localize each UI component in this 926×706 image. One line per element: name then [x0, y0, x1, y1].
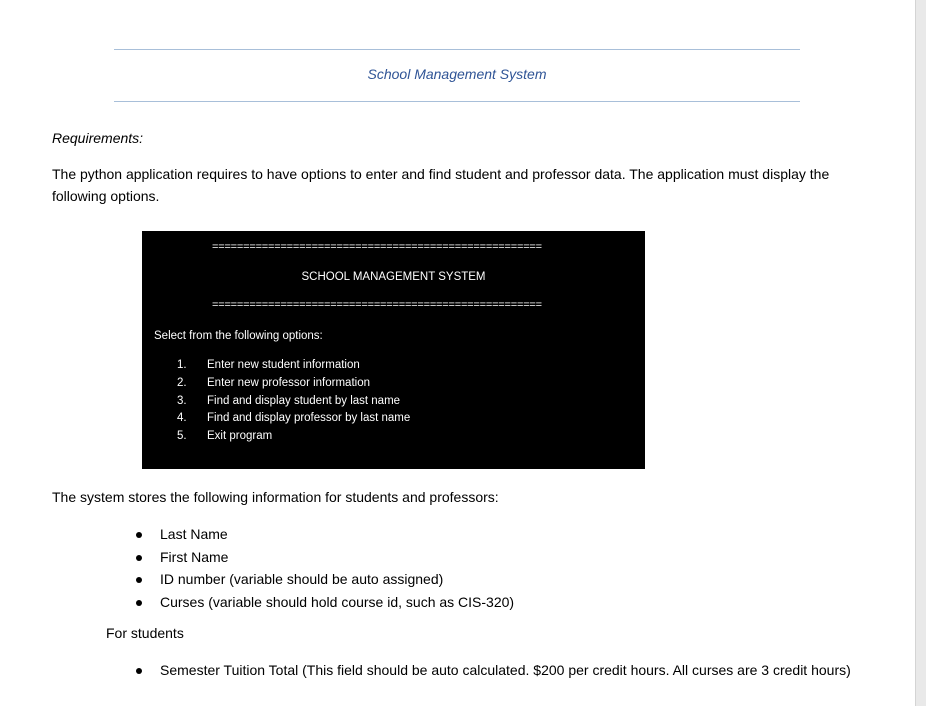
list-item-tuition: Semester Tuition Total (This field should be auto calculated. $200 per credit hours. All curses are 3 credit hours): [160, 659, 880, 681]
option-number: 3.: [177, 394, 187, 407]
option-number: 5.: [177, 430, 187, 443]
header-rule-top: [114, 49, 800, 50]
console-option: [177, 375, 410, 393]
document-title: School Management System: [367, 66, 547, 82]
stores-paragraph: The system stores the following information for students and professors:: [52, 489, 499, 505]
vertical-scrollbar[interactable]: [915, 0, 926, 706]
requirements-heading: Requirements:: [52, 130, 144, 146]
option-number: 1.: [177, 359, 187, 371]
option-label: Enter new professor information: [207, 376, 370, 389]
console-separator-bottom: =====================================================: [212, 299, 542, 311]
console-options-list: [177, 357, 410, 446]
option-number: 4.: [177, 412, 187, 425]
console-option: [177, 410, 410, 428]
option-label: Enter new student information: [207, 359, 360, 371]
console-option: [177, 357, 410, 375]
option-label: Find and display professor by last name: [207, 412, 411, 425]
option-label: Find and display student by last name: [207, 394, 401, 407]
header-rule-bottom: [114, 101, 800, 102]
list-item: Curses (variable should hold course id, such as CIS-320): [160, 591, 514, 614]
console-screenshot: [142, 231, 645, 469]
option-label: Exit program: [207, 430, 273, 443]
for-students-heading: For students: [106, 625, 184, 641]
option-number: 2.: [177, 376, 187, 389]
console-option: [177, 428, 410, 446]
list-item: Last Name: [160, 523, 514, 546]
console-title: SCHOOL MANAGEMENT SYSTEM: [301, 271, 486, 283]
console-option: [177, 393, 410, 411]
intro-paragraph: The python application requires to have options to enter and find student and professor data. The application must display the following options.: [52, 166, 830, 204]
fields-list: [160, 523, 514, 614]
console-prompt: Select from the following options:: [154, 330, 323, 342]
list-item: ID number (variable should be auto assigned): [160, 568, 514, 591]
list-item: First Name: [160, 546, 514, 569]
console-separator-top: =====================================================: [212, 241, 542, 253]
